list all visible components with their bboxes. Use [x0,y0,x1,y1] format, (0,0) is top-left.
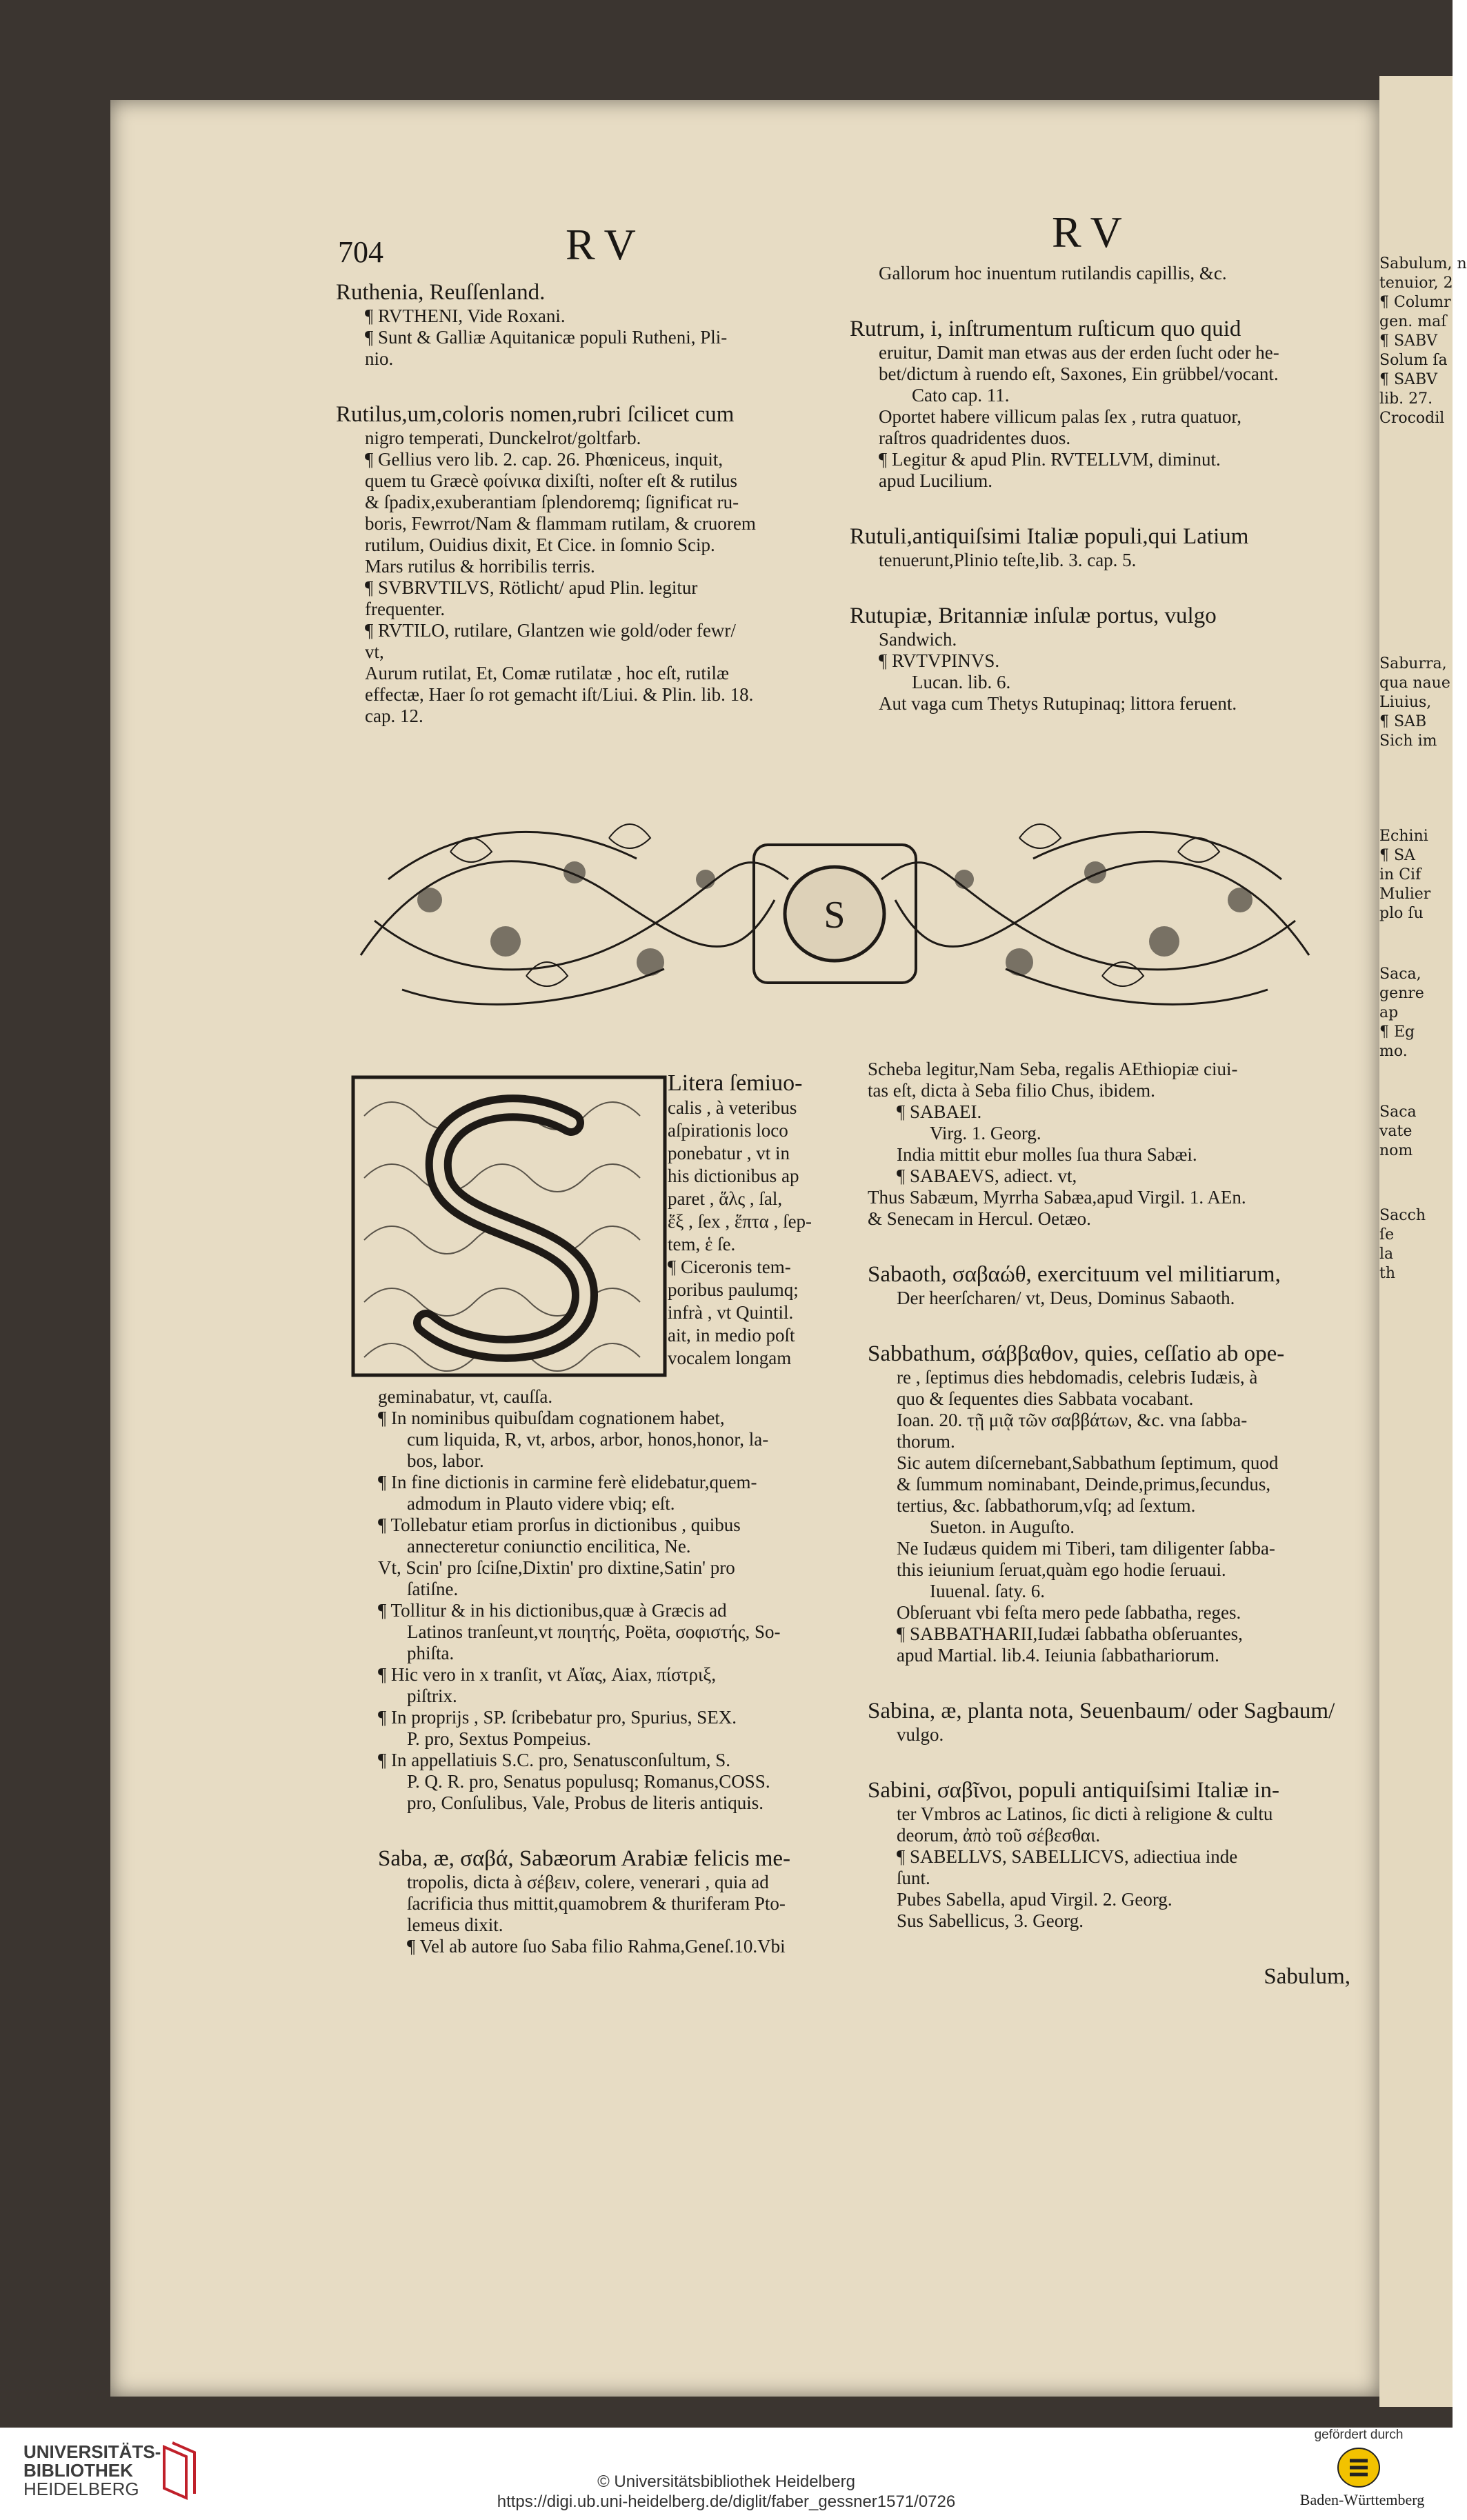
adjacent-page-fragment: nom [1379,1142,1413,1159]
initial-text-line: vocalem longam [668,1348,792,1368]
text-line: Vt, Scin' pro ſciſne,Dixtin' pro dixtine,Satin' pro [378,1557,735,1578]
lemma-headword-line: Rutuli,antiquiſsimi Italiæ populi,qui Latium [850,524,1249,549]
initial-text-line: Litera ſemiuo- [668,1070,803,1096]
text-line: nio. [365,348,394,369]
text-line: ¶ RVTVPINVS. [879,650,1000,671]
text-line: tropolis, dicta à σέβειν, colere, venerari , quia ad [407,1872,769,1892]
adjacent-page-fragment: Echini [1379,828,1428,845]
right-column [850,263,1333,714]
text-line: Lucan. lib. 6. [912,672,1011,692]
text-line: ¶ In fine dictionis in carmine ferè elidebatur,quem- [378,1472,757,1492]
text-line: ¶ Hic vero in x tranſit, vt Αἴας, Aiax, πίστριξ, [378,1664,717,1685]
adjacent-page-fragment: ¶ SABV [1379,371,1438,388]
adjacent-page-fragment: Liuius, [1379,694,1432,711]
text-line: Iuuenal. ſaty. 6. [930,1581,1045,1601]
initial-text-line: tem, ἑ ſe. [668,1234,736,1254]
adjacent-page-fragment: Saburra, [1379,655,1447,672]
adjacent-page-fragment: Sabulum, n [1379,255,1467,272]
adjacent-page [1379,76,1467,2407]
text-line: tenuerunt,Plinio teſte,lib. 3. cap. 5. [879,550,1137,570]
lemma-headword-line: Sabaoth, σαβαώθ, exercituum vel militiarum, [868,1262,1281,1287]
page-number: 704 [338,235,383,269]
adjacent-page-fragment: lib. 27. [1379,390,1433,408]
text-line: lemeus dixit. [407,1914,503,1935]
text-line: re , ſeptimus dies hebdomadis, celebris Iudæis, à [897,1367,1258,1388]
ornament-initial: S [824,894,846,937]
initial-text-line: ¶ Ciceronis tem- [668,1257,791,1277]
adjacent-page-fragment: Crocodil [1379,410,1445,427]
text-line: admodum in Plauto videre vbiq; eſt. [407,1493,675,1514]
text-line: & ſummum nominabant, Deinde,primus,ſecundus, [897,1474,1271,1494]
initial-text-line: calis , à veteribus [668,1097,797,1118]
permalink[interactable]: https://digi.ub.uni-heidelberg.de/diglit/faber_gessner1571/0726 [497,2492,956,2511]
adjacent-page-fragment: ap [1379,1004,1399,1021]
text-line: ſacrificia thus mittit,quamobrem & thuriferam Pto- [407,1893,786,1914]
adjacent-page-fragment: la [1379,1246,1394,1263]
library-name-line: UNIVERSITÄTS- [23,2441,161,2462]
copyright-notice: © Universitätsbibliothek Heidelberg [597,2472,855,2491]
adjacent-page-fragment: tenuior, 2 [1379,274,1453,292]
text-line: phiſta. [407,1643,455,1663]
text-line: ¶ Tollebatur etiam prorſus in dictionibus , quibus [378,1514,741,1535]
adjacent-page-fragment: th [1379,1265,1396,1282]
text-line: deorum, ἀπὸ τοῦ σέβεσθαι. [897,1825,1101,1846]
text-line: Pubes Sabella, apud Virgil. 2. Georg. [897,1889,1172,1910]
adjacent-page-fragment: Sacch [1379,1207,1426,1224]
initial-text-line: aſpirationis loco [668,1120,788,1141]
text-line: vulgo. [897,1724,944,1745]
initial-text-line: ait, in medio poſt [668,1325,795,1346]
text-line: ſatiſne. [407,1579,459,1599]
entry-gap [868,1746,1350,1777]
text-line: & Senecam in Hercul. Oetæo. [868,1208,1091,1229]
initial-text-line: ponebatur , vt in [668,1143,790,1163]
adjacent-page-fragment: ¶ SA [1379,847,1415,864]
adjacent-page-fragment: Solum ſa [1379,352,1448,369]
text-line: Aurum rutilat, Et, Comæ rutilatæ , hoc eſt, rutilæ [365,663,729,683]
text-line: ¶ Vel ab autore ſuo Saba filio Rahma,Geneſ.10.Vbi [407,1936,786,1957]
lemma-headword-line: Saba, æ, σαβά, Sabæorum Arabiæ felicis me- [378,1846,790,1871]
lemma-headword-line: Ruthenia, Reuſſenland. [336,280,546,305]
text-line: annecteretur coniunctio encilitica, Ne. [407,1536,691,1557]
lemma-headword-line: Rutilus,um,coloris nomen,rubri ſcilicet cum [336,402,735,427]
entry-gap [868,1230,1350,1261]
entry-gap [336,370,832,401]
entry-gap [868,1932,1350,1963]
text-line: ¶ In appellatiuis S.C. pro, Senatusconſultum, S. [378,1750,730,1770]
adjacent-page-fragment: ¶ Eg [1379,1023,1415,1041]
text-line: Virg. 1. Georg. [930,1123,1041,1143]
text-line: quem tu Græcè φοίνικα dixiſti, noſter eſt & rutilus [365,470,738,491]
baden-wuerttemberg-coat-of-arms-icon[interactable] [1335,2447,1383,2488]
lower-left-column [378,1386,861,1957]
text-line: nigro temperati, Dunckelrot/goltfarb. [365,428,641,448]
adjacent-page-fragment: in Cif [1379,866,1421,883]
library-name-line: BIBLIOTHEK [23,2460,133,2481]
text-line: ¶ SABELLVS, SABELLICVS, adiectiua inde [897,1846,1238,1867]
text-line: apud Martial. lib.4. Ieiunia ſabbathariorum. [897,1645,1219,1666]
text-line: Obſeruant vbi feſta mero pede ſabbatha, reges. [897,1602,1241,1623]
entry-gap [868,1309,1350,1341]
text-line: ¶ Sunt & Galliæ Aquitanicæ populi Rutheni, Pli- [365,327,728,348]
adjacent-page-fragment: Saca, [1379,966,1421,983]
lemma-headword-line: Sabina, æ, planta nota, Seuenbaum/ oder Sagbaum/ [868,1699,1335,1723]
running-head-left: RV [566,220,648,269]
text-line: ¶ In proprijs , SP. ſcribebatur pro, Spurius, SEX. [378,1707,737,1728]
text-line: ¶ RVTHENI, Vide Roxani. [365,306,566,326]
text-line: Latinos tranſeunt,vt ποιητής, Poëta, σοφιστής, So- [407,1621,781,1642]
adjacent-page-fragment: ſe [1379,1226,1395,1243]
text-line: this ieiunium ſeruat,quàm ego hodie ſeruaui. [897,1559,1226,1580]
text-line: piſtrix. [407,1686,457,1706]
text-line: rutilum, Ouidius dixit, Et Cice. in ſomnio Scip. [365,534,715,555]
text-line: Thus Sabæum, Myrrha Sabæa,apud Virgil. 1. AEn. [868,1187,1246,1208]
text-line: Oportet habere villicum palas ſex , rutra quatuor, [879,406,1241,427]
entry-gap [378,1814,861,1846]
left-column [336,279,832,727]
initial-text-line: his dictionibus ap [668,1166,799,1186]
text-line: ¶ Legitur & apud Plin. RVTELLVM, diminut. [879,449,1221,470]
text-line: Aut vaga cum Thetys Rutupinaq; littora feruent. [879,693,1237,714]
text-line: ¶ SABAEVS, adiect. vt, [897,1166,1077,1186]
text-line: ter Vmbros ac Latinos, ſic dicti à religione & cultu [897,1803,1273,1824]
initial-text-line: paret , ἅλς , ſal, [668,1188,783,1209]
text-line: vt, [365,641,384,662]
text-line: ¶ RVTILO, rutilare, Glantzen wie gold/oder fewr/ [365,620,736,641]
text-line: geminabatur, vt, cauſſa. [378,1386,553,1407]
text-line: Sic autem diſcernebant,Sabbathum ſeptimum, quod [897,1452,1279,1473]
adjacent-page-fragment: vate [1379,1123,1413,1140]
adjacent-page-fragment: ¶ SABV [1379,332,1438,350]
text-line: Ne Iudæus quidem mi Tiberi, tam diligenter ſabba- [897,1538,1275,1559]
ornament-banner [347,797,1323,1026]
text-line: frequenter. [365,599,446,619]
text-line: eruitur, Damit man etwas aus der erden ſucht oder he- [879,342,1279,363]
text-line: ¶ SABBATHARII,Iudæi ſabbatha obſeruantes, [897,1623,1243,1644]
entry-gap [850,571,1333,603]
initial-text-line: ἕξ , ſex , ἕπτα , ſep- [668,1211,812,1232]
text-line: tertius, &c. ſabbathorum,vſq; ad ſextum. [897,1495,1196,1516]
text-line: Sabulum, [1264,1964,1350,1989]
text-line: Cato cap. 11. [912,385,1010,406]
text-line: pro, Conſulibus, Vale, Probus de literis antiquis. [407,1792,764,1813]
text-line: bos, labor. [407,1450,484,1471]
lemma-headword-line: Sabbathum, σάββαθον, quies, ceſſatio ab ope- [868,1341,1285,1366]
text-line: Sus Sabellicus, 3. Georg. [897,1910,1084,1931]
text-line: tas eſt, dicta à Seba filio Chus, ibidem. [868,1080,1155,1101]
text-line: Sueton. in Auguſto. [930,1517,1075,1537]
text-line: Gallorum hoc inuentum rutilandis capillis, &c. [879,263,1227,283]
text-line: ¶ SVBRVTILVS, Rötlicht/ apud Plin. legitur [365,577,698,598]
sponsor-label: gefördert durch [1314,2428,1404,2442]
initial-side-text [668,1070,847,1370]
adjacent-page-fragment: Sich im [1379,732,1437,750]
text-line: Scheba legitur,Nam Seba, regalis AEthiopiæ ciui- [868,1059,1238,1079]
decorated-initial-s [350,1074,668,1378]
adjacent-page-fragment: Saca [1379,1103,1417,1121]
library-name-line: HEIDELBERG [23,2479,139,2499]
text-line: quo & ſequentes dies Sabbata vocabant. [897,1388,1194,1409]
initial-text-line: infrà , vt Quintil. [668,1302,794,1323]
adjacent-page-fragment: plo ſu [1379,905,1424,922]
text-line: cap. 12. [365,706,423,726]
text-line: P. pro, Sextus Pompeius. [407,1728,592,1749]
text-line: & ſpadix,exuberantiam ſplendoremq; ſignificat ru- [365,492,739,512]
lemma-headword-line: Rutrum, i, inſtrumentum ruſticum quo quid [850,317,1241,341]
text-line: thorum. [897,1431,955,1452]
entry-gap [850,492,1333,523]
text-line: Mars rutilus & horribilis terris. [365,556,595,577]
adjacent-page-fragment: mo. [1379,1043,1408,1060]
text-line: bet/dictum à ruendo eſt, Saxones, Ein grübbel/vocant. [879,363,1279,384]
text-line: ¶ In nominibus quibuſdam cognationem habet, [378,1408,725,1428]
text-line: boris, Fewrrot/Nam & flammam rutilam, & cruorem [365,513,756,534]
lower-right-column [868,1059,1350,1990]
text-line: P. Q. R. pro, Senatus populusq; Romanus,COSS. [407,1771,770,1792]
initial-text-line: poribus paulumq; [668,1279,799,1300]
text-line: Der heerſcharen/ vt, Deus, Dominus Sabaoth. [897,1288,1235,1308]
text-line: ¶ SABAEI. [897,1101,982,1122]
adjacent-page-fragment: gen. maſ [1379,313,1447,330]
text-line: raſtros quadridentes duos. [879,428,1071,448]
entry-gap [868,1666,1350,1698]
adjacent-page-fragment: genre [1379,985,1424,1002]
running-head-right: RV [1052,208,1135,257]
text-line: India mittit ebur molles ſua thura Sabæi. [897,1144,1197,1165]
lemma-headword-line: Rutupiæ, Britanniæ inſulæ portus, vulgo [850,603,1217,628]
text-line: apud Lucilium. [879,470,992,491]
text-line: ſunt. [897,1868,930,1888]
text-line: Ioan. 20. τῇ μιᾷ τῶν σαββάτων, &c. vna ſabba- [897,1410,1248,1430]
text-line: Sandwich. [879,629,957,650]
text-line: ¶ Tollitur & in his dictionibus,quæ à Græcis ad [378,1600,727,1621]
adjacent-page-fragment: qua naue [1379,674,1450,692]
text-line: cum liquida, R, vt, arbos, arbor, honos,honor, la- [407,1429,769,1450]
text-line: effectæ, Haer ſo rot gemacht iſt/Liui. & Plin. lib. 18. [365,684,754,705]
entry-gap [850,284,1333,316]
text-line: ¶ Gellius vero lib. 2. cap. 26. Phœniceus, inquit, [365,449,723,470]
lemma-headword-line: Sabini, σαβῖνοι, populi antiquiſsimi Italiæ in- [868,1778,1279,1803]
adjacent-page-fragment: ¶ Columr [1379,294,1451,311]
sponsor-name: Baden-Württemberg [1299,2491,1425,2508]
adjacent-page-fragment: ¶ SAB [1379,713,1427,730]
adjacent-page-fragment: Mulier [1379,886,1431,903]
